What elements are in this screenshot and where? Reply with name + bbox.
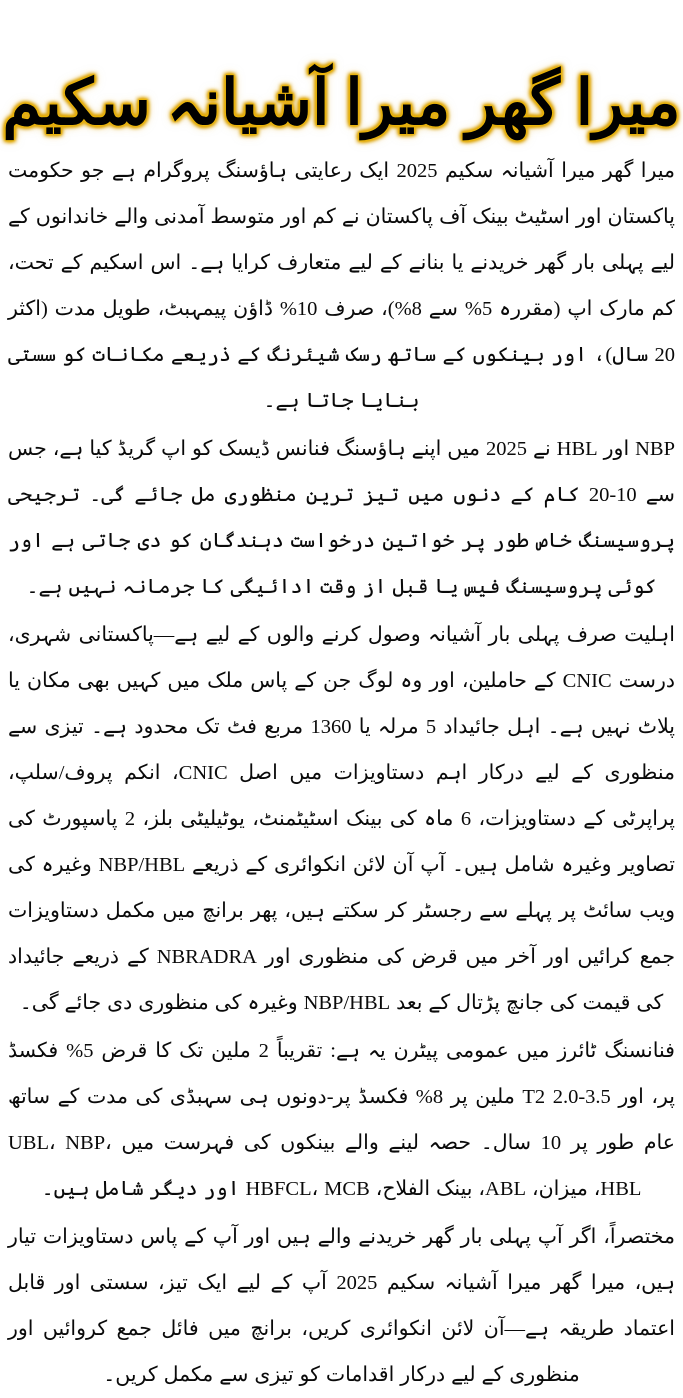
page-title: میرا گھر میرا آشیانہ سکیم — [2, 68, 681, 139]
paragraph-closing: مختصراً، اگر آپ پہلی بار گھر خریدنے والے ہیں اور آپ کے پاس دستاویزات تیار ہیں، میرا گھر میرا آشیانہ سکیم 2025 آپ کے لیے ایک تیز، سستی اور قابل اعتماد طریقہ ہے—آن لائن انکوائری کریں، برانچ میں فائل جمع کروائیں اور منظوری کے لیے درکار اقدامات کو تیزی سے مکمل کریں۔ — [8, 1226, 675, 1386]
article-body — [8, 148, 675, 1398]
paragraph-bank-upgrades: NBP اور HBL نے 2025 میں اپنے ہاؤسنگ فنانس ڈیسک کو اپ گریڈ کیا ہے، جس سے 10-20 کام کے دنوں میں تیز ترین منظوری مل جائے گی۔ ترجیحی پروسیسنگ خاص طور پر خواتین درخواست دہندگان کو دی جاتی ہے اور کوئی پروسیسنگ فیس یا قبل از وقت ادائیگی کا جرمانہ نہیں ہے۔ — [8, 438, 676, 598]
paragraph-overview: میرا گھر میرا آشیانہ سکیم 2025 ایک رعایتی ہاؤسنگ پروگرام ہے جو حکومت پاکستان اور اسٹیٹ بینک آف پاکستان نے کم اور متوسط آمدنی والے خاندانوں کے لیے پہلی بار گھر خریدنے یا بنانے کے لیے متعارف کرایا ہے۔ اس اسکیم کے تحت، کم مارک اپ (مقررہ 5% سے 8%)، صرف 10% ڈاؤن پیمہبٹ، طویل مدت (اکثر 20 سال)، اور بینکوں کے ساتھ رسک شیئرنگ کے ذریعے مکانات کو سستی بنایا جاتا ہے۔ — [8, 160, 675, 412]
paragraph-eligibility-documents: اہلیت صرف پہلی بار آشیانہ وصول کرنے والوں کے لیے ہے—پاکستانی شہری، درست CNIC کے حاملین، اور وہ لوگ جن کے پاس ملک میں کہیں بھی مکان یا پلاٹ نہیں ہے۔ اہل جائیداد 5 مرلہ یا 1360 مربع فٹ تک محدود ہے۔ تیزی سے منظوری کے لیے درکار اہم دستاویزات میں اصل CNIC، انکم پروف/سلپ، پراپرٹی کے دستاویزات، 6 ماہ کی بینک اسٹیٹمنٹ، یوٹیلیٹی بلز، 2 پاسپورٹ کی تصاویر وغیرہ شامل ہیں۔ آپ آن لائن انکوائری کے ذریعے NBP/HBL وغیرہ کی ویب سائٹ پر پہلے سے رجسٹر کر سکتے ہیں، پھر برانچ میں مکمل دستاویزات جمع کرائیں اور آخر میں قرض کی منظوری اور NBRADRA کے ذریعے جائیداد کی قیمت کی جانچ پڑتال کے بعد NBP/HBL وغیرہ کی منظوری دی جائے گی۔ — [8, 624, 676, 1014]
paragraph-financing-tiers: فنانسنگ ٹائرز میں عمومی پیٹرن یہ ہے: تقریباً 2 ملین تک کا قرض 5% فکسڈ پر، اور T2 2.0-3.5 ملین پر 8% فکسڈ پر-دونوں ہی سہبڈی کی مدت کے ساتھ عام طور پر 10 سال۔ حصہ لینے والے بینکوں کی فہرست میں UBL، NBP، HBL، میزان، ABL، بینک الفلاح، HBFCL، MCB اور دیگر شامل ہیں۔ — [8, 1040, 676, 1200]
